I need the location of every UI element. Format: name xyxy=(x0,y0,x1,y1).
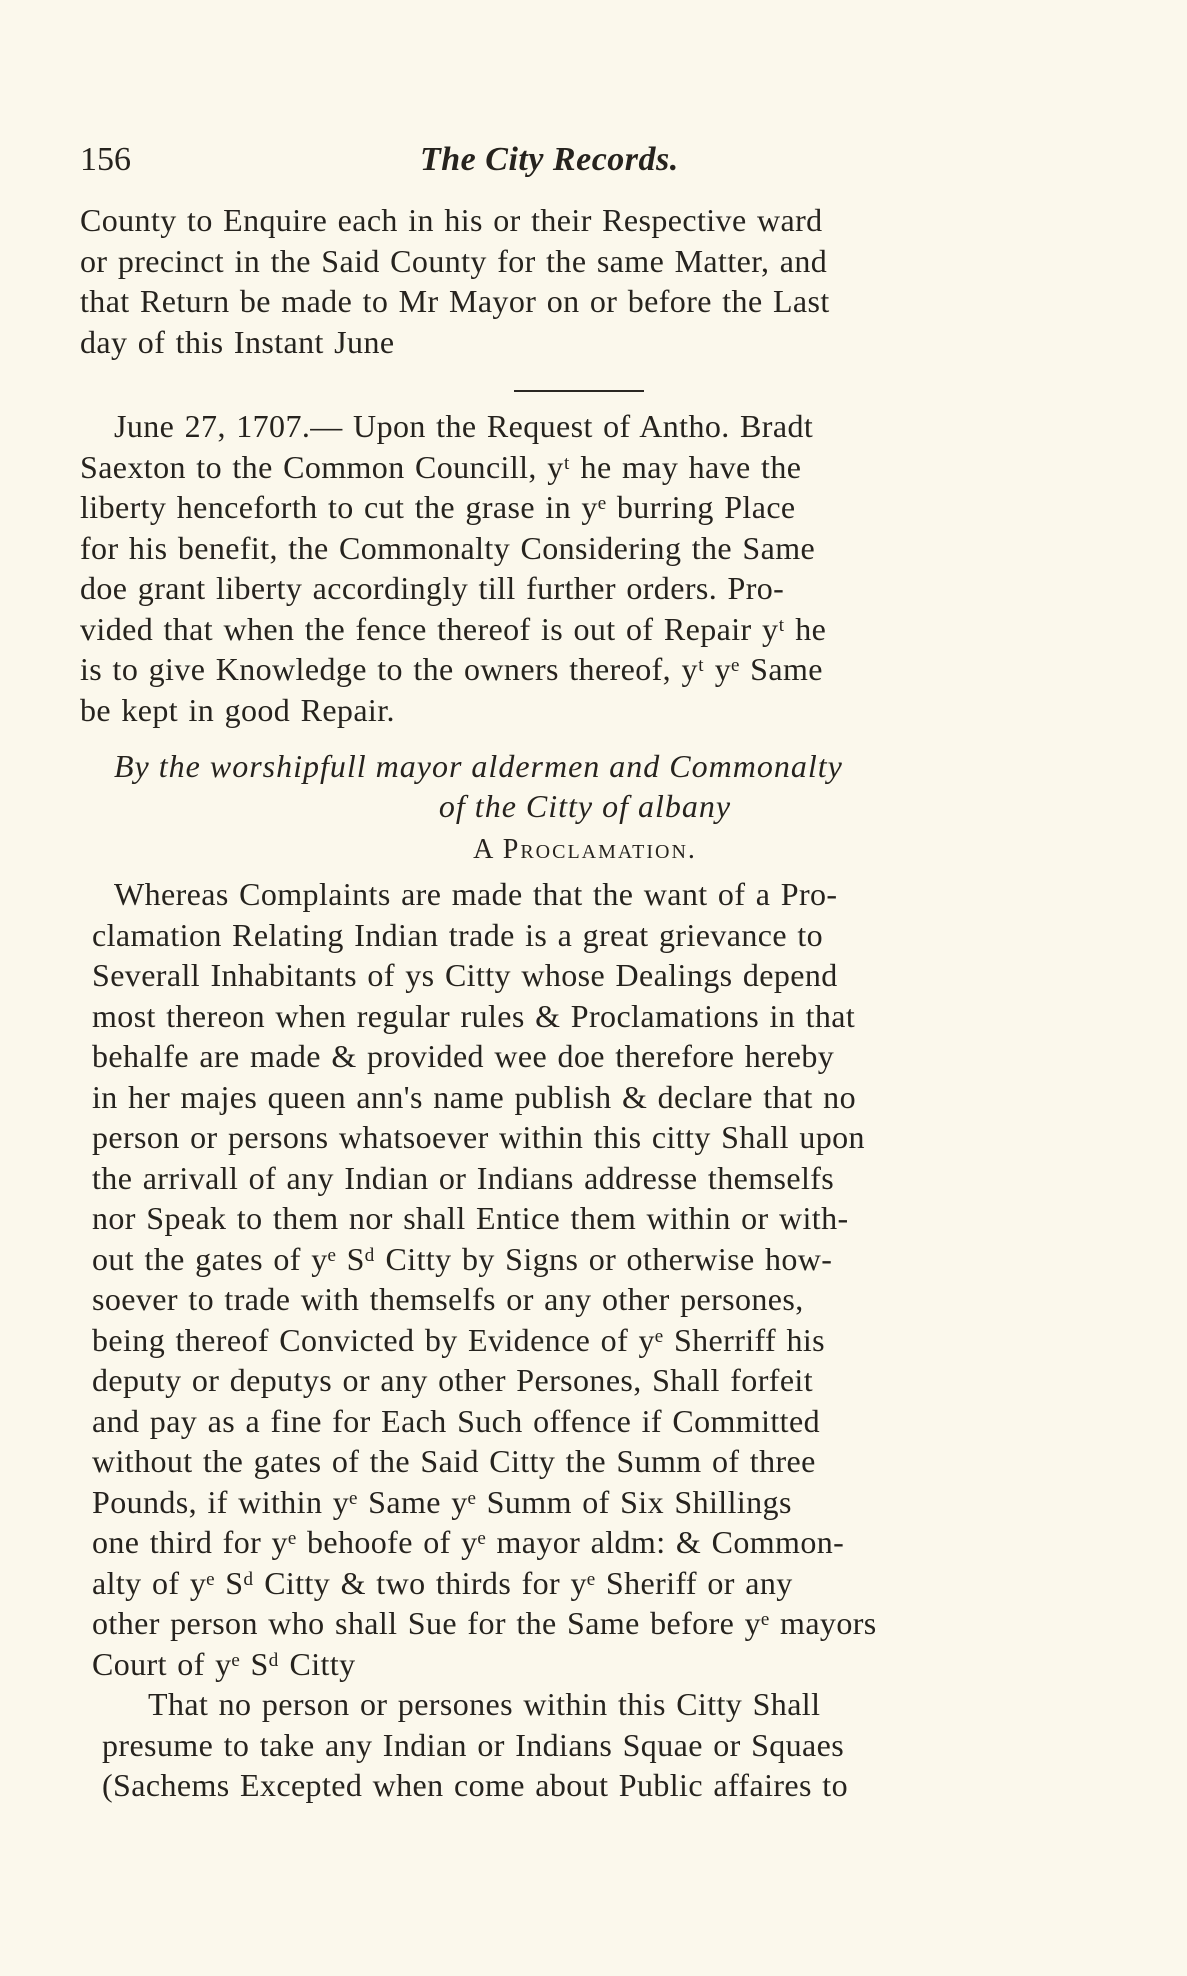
text-line: doe grant liberty accordingly till further orders. Pro- xyxy=(80,570,785,606)
text-line: and pay as a fine for Each Such offence if Committed xyxy=(92,1402,820,1439)
text-line: presume to take any Indian or Indians Squae or Squaes xyxy=(102,1726,845,1763)
running-title: The City Records. xyxy=(420,141,679,178)
text-line: or precinct in the Said County for the same Matter, and xyxy=(80,242,828,279)
text-line: (Sachems Excepted when come about Public affaires to xyxy=(102,1767,848,1803)
text-line: is to give Knowledge to the owners thereof, yᵗ yᵉ Same xyxy=(80,651,823,687)
section-divider-rule xyxy=(514,390,644,392)
text-line: behalfe are made & provided wee doe therefore hereby xyxy=(92,1038,835,1074)
text-line: most thereon when regular rules & Proclamations in that xyxy=(92,997,856,1034)
proclamation-heading xyxy=(80,746,1090,826)
book-page xyxy=(80,130,1090,1806)
text-line: Whereas Complaints are made that the want of a Pro- xyxy=(114,876,838,912)
text-line: Court of yᵉ Sᵈ Citty xyxy=(92,1645,356,1682)
text-line: Severall Inhabitants of ys Citty whose Dealings depend xyxy=(92,957,838,993)
text-line: out the gates of yᵉ Sᵈ Citty by Signs or otherwise how- xyxy=(92,1240,833,1277)
text-line: day of this Instant June xyxy=(80,323,395,360)
text-line: Saexton to the Common Councill, yᵗ he may have the xyxy=(80,448,802,485)
continuation-paragraph xyxy=(80,200,1090,362)
text-line: liberty henceforth to cut the grase in yᵉ burring Place xyxy=(80,489,796,525)
text-line: County to Enquire each in his or their Respective ward xyxy=(80,202,823,238)
text-line: being thereof Convicted by Evidence of yᵉ Sherriff his xyxy=(92,1321,826,1358)
heading-line: of the Citty of albany xyxy=(438,788,732,824)
heading-line: By the worshipfull mayor aldermen and Commonalty xyxy=(114,748,843,784)
text-line: one third for yᵉ behoofe of yᵉ mayor aldm: & Common- xyxy=(92,1524,845,1560)
text-line: in her majes queen ann's name publish & declare that no xyxy=(92,1078,856,1115)
text-line: alty of yᵉ Sᵈ Citty & two thirds for yᵉ Sheriff or any xyxy=(92,1564,793,1601)
text-line: soever to trade with themselfs or any other persones, xyxy=(92,1281,804,1317)
proclamation-body xyxy=(80,874,1090,1806)
text-line: Pounds, if within yᵉ Same yᵉ Summ of Six Shillings xyxy=(92,1483,792,1520)
text-line: nor Speak to them nor shall Entice them within or with- xyxy=(92,1200,849,1236)
text-line: be kept in good Repair. xyxy=(80,691,395,728)
text-line: June 27, 1707.— Upon the Request of Antho. Bradt xyxy=(114,408,814,444)
proclamation-title-text: A Proclamation. xyxy=(473,834,697,865)
text-line: the arrivall of any Indian or Indians addresse themselfs xyxy=(92,1159,835,1196)
text-line: for his benefit, the Commonalty Considering the Same xyxy=(80,529,816,566)
text-line: person or persons whatsoever within this citty Shall upon xyxy=(92,1119,865,1155)
text-line: other person who shall Sue for the Same before yᵉ mayors xyxy=(92,1605,877,1641)
entry-june-27-1707 xyxy=(80,406,1090,730)
proclamation-title xyxy=(80,830,1090,870)
text-line: clamation Relating Indian trade is a great grievance to xyxy=(92,916,824,953)
text-line: That no person or persones within this Citty Shall xyxy=(148,1686,821,1722)
text-line: without the gates of the Said Citty the Summ of three xyxy=(92,1443,816,1479)
page-number: 156 xyxy=(80,141,131,178)
text-line: vided that when the fence thereof is out of Repair yᵗ he xyxy=(80,610,827,647)
text-line: deputy or deputys or any other Persones, Shall forfeit xyxy=(92,1362,814,1398)
running-head xyxy=(80,130,1090,190)
text-line: that Return be made to Mr Mayor on or before the Last xyxy=(80,283,830,319)
